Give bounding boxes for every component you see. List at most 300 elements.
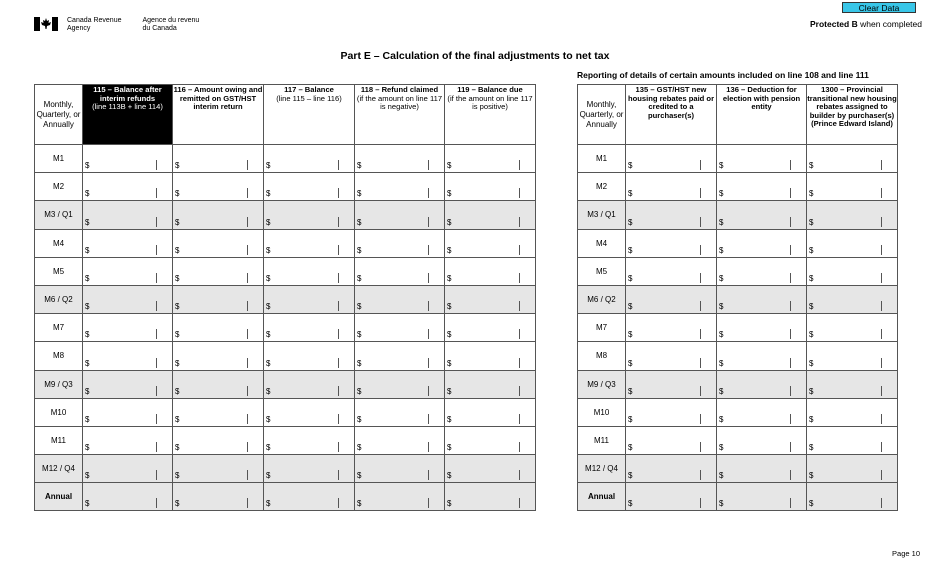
amount-field[interactable] xyxy=(717,173,807,201)
column-header xyxy=(173,85,264,145)
dollar-sign: $ xyxy=(266,189,271,199)
cents-divider xyxy=(790,386,791,396)
amount-field[interactable] xyxy=(173,173,264,201)
amount-field[interactable] xyxy=(807,483,898,511)
dollar-sign: $ xyxy=(447,358,452,368)
page-title: Part E – Calculation of the final adjustments to net tax xyxy=(340,50,610,62)
cents-divider xyxy=(428,217,429,227)
column-header xyxy=(626,85,717,145)
dollar-sign: $ xyxy=(447,245,452,255)
cents-divider xyxy=(156,386,157,396)
amount-field[interactable] xyxy=(445,314,536,342)
dollar-sign: $ xyxy=(447,330,452,340)
amount-field[interactable] xyxy=(717,201,807,229)
amount-field[interactable] xyxy=(83,483,173,511)
amount-field[interactable] xyxy=(807,285,898,313)
dollar-sign: $ xyxy=(357,443,362,453)
table-row xyxy=(35,426,536,454)
dollar-sign: $ xyxy=(266,245,271,255)
column-header-note: (if the amount on line 117 is negative) xyxy=(356,93,443,111)
cents-divider xyxy=(338,470,339,480)
dollar-sign: $ xyxy=(357,386,362,396)
cents-divider xyxy=(881,273,882,283)
amount-field[interactable] xyxy=(173,483,264,511)
cents-divider xyxy=(156,442,157,452)
amount-field[interactable] xyxy=(626,342,717,370)
table-row xyxy=(578,398,898,426)
amount-field[interactable] xyxy=(355,173,445,201)
amount-field[interactable] xyxy=(807,370,898,398)
canada-flag-icon xyxy=(34,17,58,31)
period-label: M5 xyxy=(35,257,83,285)
amount-field[interactable] xyxy=(264,314,355,342)
amount-field[interactable] xyxy=(264,426,355,454)
amount-field[interactable] xyxy=(807,145,898,173)
amount-field[interactable] xyxy=(626,257,717,285)
table-row xyxy=(35,370,536,398)
cents-divider xyxy=(881,442,882,452)
cents-divider xyxy=(428,273,429,283)
amount-field[interactable] xyxy=(717,342,807,370)
column-header-note: (line 115 – line 116) xyxy=(276,93,342,103)
dollar-sign: $ xyxy=(85,330,90,340)
cents-divider xyxy=(428,442,429,452)
cents-divider xyxy=(428,470,429,480)
cents-divider xyxy=(700,358,701,368)
dollar-sign: $ xyxy=(447,161,452,171)
amount-field[interactable] xyxy=(173,314,264,342)
amount-field[interactable] xyxy=(83,455,173,483)
table-row xyxy=(578,201,898,229)
dollar-sign: $ xyxy=(447,217,452,227)
amount-field[interactable] xyxy=(83,257,173,285)
amount-field[interactable] xyxy=(807,398,898,426)
dollar-sign: $ xyxy=(357,330,362,340)
amount-field[interactable] xyxy=(264,398,355,426)
dollar-sign: $ xyxy=(447,499,452,509)
dollar-sign: $ xyxy=(719,189,724,199)
dollar-sign: $ xyxy=(85,161,90,171)
table-row xyxy=(35,314,536,342)
table-row xyxy=(578,426,898,454)
amount-field[interactable] xyxy=(445,342,536,370)
row-header: Monthly, Quarterly, or Annually xyxy=(35,85,83,145)
dollar-sign: $ xyxy=(809,273,814,283)
cents-divider xyxy=(247,273,248,283)
amount-field[interactable] xyxy=(626,145,717,173)
table-row xyxy=(578,285,898,313)
dollar-sign: $ xyxy=(175,217,180,227)
column-header-note: (if the amount on line 117 is positive) xyxy=(447,93,533,111)
amount-field[interactable] xyxy=(355,145,445,173)
amount-field[interactable] xyxy=(445,370,536,398)
amount-field[interactable] xyxy=(83,370,173,398)
cents-divider xyxy=(156,160,157,170)
period-label: M2 xyxy=(35,173,83,201)
cents-divider xyxy=(428,358,429,368)
cents-divider xyxy=(338,414,339,424)
amount-field[interactable] xyxy=(717,285,807,313)
dollar-sign: $ xyxy=(85,245,90,255)
period-label: M11 xyxy=(35,426,83,454)
amount-field[interactable] xyxy=(355,229,445,257)
cents-divider xyxy=(156,188,157,198)
dollar-sign: $ xyxy=(628,499,633,509)
period-label: M3 / Q1 xyxy=(578,201,626,229)
period-label: M2 xyxy=(578,173,626,201)
dollar-sign: $ xyxy=(447,273,452,283)
column-header-title: 118 – Refund claimed xyxy=(360,85,439,94)
amount-field[interactable] xyxy=(445,483,536,511)
final-adjustments-table xyxy=(34,84,536,511)
dollar-sign: $ xyxy=(809,161,814,171)
column-header xyxy=(717,85,807,145)
dollar-sign: $ xyxy=(175,189,180,199)
protected-label xyxy=(810,19,922,29)
amount-field[interactable] xyxy=(264,483,355,511)
dollar-sign: $ xyxy=(85,302,90,312)
column-header xyxy=(264,85,355,145)
table-row xyxy=(578,314,898,342)
cents-divider xyxy=(700,188,701,198)
amount-field[interactable] xyxy=(717,426,807,454)
dollar-sign: $ xyxy=(357,273,362,283)
dollar-sign: $ xyxy=(357,471,362,481)
cents-divider xyxy=(428,301,429,311)
table-row xyxy=(578,483,898,511)
amount-field[interactable] xyxy=(445,257,536,285)
dollar-sign: $ xyxy=(85,358,90,368)
amount-field[interactable] xyxy=(717,455,807,483)
amount-field[interactable] xyxy=(626,201,717,229)
dollar-sign: $ xyxy=(266,471,271,481)
amount-field[interactable] xyxy=(355,426,445,454)
cents-divider xyxy=(700,160,701,170)
protected-bold: Protected B xyxy=(810,19,858,29)
amount-field[interactable] xyxy=(264,370,355,398)
column-header-title: 119 – Balance due xyxy=(457,85,523,94)
amount-field[interactable] xyxy=(807,455,898,483)
dollar-sign: $ xyxy=(175,499,180,509)
cents-divider xyxy=(519,329,520,339)
amount-field[interactable] xyxy=(445,426,536,454)
section-subtitle: Reporting of details of certain amounts included on line 108 and line 111 xyxy=(577,70,869,80)
dollar-sign: $ xyxy=(809,245,814,255)
amount-field[interactable] xyxy=(807,314,898,342)
table-row xyxy=(578,342,898,370)
amount-field[interactable] xyxy=(626,398,717,426)
table-row xyxy=(35,229,536,257)
cents-divider xyxy=(247,217,248,227)
dollar-sign: $ xyxy=(175,471,180,481)
amount-field[interactable] xyxy=(83,426,173,454)
amount-field[interactable] xyxy=(445,285,536,313)
cents-divider xyxy=(428,245,429,255)
cents-divider xyxy=(156,217,157,227)
dollar-sign: $ xyxy=(447,189,452,199)
table-row xyxy=(578,173,898,201)
cents-divider xyxy=(156,245,157,255)
protected-rest: when completed xyxy=(857,19,922,29)
cents-divider xyxy=(790,160,791,170)
amount-field[interactable] xyxy=(355,370,445,398)
period-label: M8 xyxy=(578,342,626,370)
dollar-sign: $ xyxy=(719,414,724,424)
amount-field[interactable] xyxy=(173,342,264,370)
amount-field[interactable] xyxy=(717,398,807,426)
amount-field[interactable] xyxy=(173,201,264,229)
cents-divider xyxy=(338,188,339,198)
table-row xyxy=(35,201,536,229)
cents-divider xyxy=(700,386,701,396)
period-label: Annual xyxy=(35,483,83,511)
dollar-sign: $ xyxy=(266,273,271,283)
amount-field[interactable] xyxy=(355,201,445,229)
amount-field[interactable] xyxy=(626,229,717,257)
amount-field[interactable] xyxy=(173,455,264,483)
amount-field[interactable] xyxy=(626,314,717,342)
dollar-sign: $ xyxy=(447,471,452,481)
amount-field[interactable] xyxy=(626,455,717,483)
dollar-sign: $ xyxy=(628,302,633,312)
dollar-sign: $ xyxy=(809,414,814,424)
cents-divider xyxy=(338,358,339,368)
period-label: M4 xyxy=(35,229,83,257)
agency-name-en: Canada Revenue Agency xyxy=(67,17,122,32)
amount-field[interactable] xyxy=(626,483,717,511)
amount-field[interactable] xyxy=(445,229,536,257)
amount-field[interactable] xyxy=(355,257,445,285)
table-row xyxy=(35,145,536,173)
amount-field[interactable] xyxy=(83,314,173,342)
cents-divider xyxy=(700,329,701,339)
cents-divider xyxy=(700,245,701,255)
table-row xyxy=(578,229,898,257)
cents-divider xyxy=(790,329,791,339)
period-label: M4 xyxy=(578,229,626,257)
amount-field[interactable] xyxy=(264,342,355,370)
dollar-sign: $ xyxy=(447,302,452,312)
dollar-sign: $ xyxy=(266,358,271,368)
amount-field[interactable] xyxy=(807,201,898,229)
table-row xyxy=(35,483,536,511)
amount-field[interactable] xyxy=(264,201,355,229)
period-label: M9 / Q3 xyxy=(35,370,83,398)
amount-field[interactable] xyxy=(264,285,355,313)
cents-divider xyxy=(519,442,520,452)
dollar-sign: $ xyxy=(628,245,633,255)
amount-field[interactable] xyxy=(445,201,536,229)
page-number: Page 10 xyxy=(892,549,920,558)
dollar-sign: $ xyxy=(175,443,180,453)
amount-field[interactable] xyxy=(445,173,536,201)
amount-field[interactable] xyxy=(355,285,445,313)
period-label: M3 / Q1 xyxy=(35,201,83,229)
amount-field[interactable] xyxy=(355,314,445,342)
cents-divider xyxy=(247,358,248,368)
column-header xyxy=(445,85,536,145)
period-label: M8 xyxy=(35,342,83,370)
amount-field[interactable] xyxy=(626,370,717,398)
cents-divider xyxy=(519,217,520,227)
column-header-title: 136 – Deduction for election with pension entity xyxy=(722,85,801,111)
amount-field[interactable] xyxy=(83,285,173,313)
amount-field[interactable] xyxy=(626,173,717,201)
cents-divider xyxy=(881,245,882,255)
column-header xyxy=(83,85,173,145)
cents-divider xyxy=(881,301,882,311)
cents-divider xyxy=(881,414,882,424)
amount-field[interactable] xyxy=(445,398,536,426)
amount-field[interactable] xyxy=(355,398,445,426)
cents-divider xyxy=(338,245,339,255)
amount-field[interactable] xyxy=(173,285,264,313)
certain-amounts-table xyxy=(577,84,898,511)
amount-field[interactable] xyxy=(807,173,898,201)
cents-divider xyxy=(247,245,248,255)
dollar-sign: $ xyxy=(719,302,724,312)
amount-field[interactable] xyxy=(173,145,264,173)
amount-field[interactable] xyxy=(626,426,717,454)
dollar-sign: $ xyxy=(85,273,90,283)
dollar-sign: $ xyxy=(628,471,633,481)
amount-field[interactable] xyxy=(264,257,355,285)
amount-field[interactable] xyxy=(807,229,898,257)
dollar-sign: $ xyxy=(175,245,180,255)
dollar-sign: $ xyxy=(809,471,814,481)
cents-divider xyxy=(428,414,429,424)
column-header-title: 135 – GST/HST new housing rebates paid or credited to a purchaser(s) xyxy=(627,85,715,120)
table-row xyxy=(578,370,898,398)
dollar-sign: $ xyxy=(85,499,90,509)
amount-field[interactable] xyxy=(173,257,264,285)
dollar-sign: $ xyxy=(719,161,724,171)
dollar-sign: $ xyxy=(357,358,362,368)
period-label: M7 xyxy=(578,314,626,342)
cents-divider xyxy=(881,329,882,339)
amount-field[interactable] xyxy=(264,455,355,483)
cents-divider xyxy=(156,329,157,339)
dollar-sign: $ xyxy=(809,330,814,340)
cents-divider xyxy=(790,470,791,480)
column-header-note: (line 113B + line 114) xyxy=(92,102,163,111)
dollar-sign: $ xyxy=(357,302,362,312)
amount-field[interactable] xyxy=(717,483,807,511)
amount-field[interactable] xyxy=(264,229,355,257)
cents-divider xyxy=(519,498,520,508)
column-header xyxy=(355,85,445,145)
cents-divider xyxy=(338,442,339,452)
amount-field[interactable] xyxy=(173,229,264,257)
dollar-sign: $ xyxy=(809,302,814,312)
amount-field[interactable] xyxy=(355,455,445,483)
table-row xyxy=(578,145,898,173)
cents-divider xyxy=(247,188,248,198)
column-header-title: 117 – Balance xyxy=(284,85,334,94)
cents-divider xyxy=(519,245,520,255)
dollar-sign: $ xyxy=(719,245,724,255)
period-label: M6 / Q2 xyxy=(578,285,626,313)
amount-field[interactable] xyxy=(83,229,173,257)
dollar-sign: $ xyxy=(266,302,271,312)
dollar-sign: $ xyxy=(628,189,633,199)
dollar-sign: $ xyxy=(809,386,814,396)
amount-field[interactable] xyxy=(264,173,355,201)
amount-field[interactable] xyxy=(173,426,264,454)
amount-field[interactable] xyxy=(355,342,445,370)
cents-divider xyxy=(428,386,429,396)
dollar-sign: $ xyxy=(266,161,271,171)
dollar-sign: $ xyxy=(809,443,814,453)
amount-field[interactable] xyxy=(173,370,264,398)
amount-field[interactable] xyxy=(807,342,898,370)
clear-data-button[interactable]: Clear Data xyxy=(842,2,916,13)
amount-field[interactable] xyxy=(173,398,264,426)
cents-divider xyxy=(247,329,248,339)
amount-field[interactable] xyxy=(717,229,807,257)
cents-divider xyxy=(881,470,882,480)
amount-field[interactable] xyxy=(717,370,807,398)
amount-field[interactable] xyxy=(83,173,173,201)
amount-field[interactable] xyxy=(355,483,445,511)
dollar-sign: $ xyxy=(719,273,724,283)
cents-divider xyxy=(247,301,248,311)
amount-field[interactable] xyxy=(83,145,173,173)
table-row xyxy=(35,342,536,370)
period-label: M12 / Q4 xyxy=(578,455,626,483)
cents-divider xyxy=(881,217,882,227)
table-row xyxy=(578,257,898,285)
cents-divider xyxy=(700,273,701,283)
period-label: M7 xyxy=(35,314,83,342)
dollar-sign: $ xyxy=(175,302,180,312)
dollar-sign: $ xyxy=(175,414,180,424)
dollar-sign: $ xyxy=(628,358,633,368)
amount-field[interactable] xyxy=(717,257,807,285)
cents-divider xyxy=(338,217,339,227)
amount-field[interactable] xyxy=(83,201,173,229)
cents-divider xyxy=(700,414,701,424)
dollar-sign: $ xyxy=(357,414,362,424)
amount-field[interactable] xyxy=(807,257,898,285)
period-label: Annual xyxy=(578,483,626,511)
cents-divider xyxy=(338,273,339,283)
cents-divider xyxy=(519,301,520,311)
dollar-sign: $ xyxy=(809,499,814,509)
column-header xyxy=(807,85,898,145)
cents-divider xyxy=(519,358,520,368)
amount-field[interactable] xyxy=(807,426,898,454)
column-header-title: 1300 – Provincial transitional new housing rebates assigned to builder by purchaser(s) (Prince Edward Island) xyxy=(807,85,897,128)
amount-field[interactable] xyxy=(626,285,717,313)
dollar-sign: $ xyxy=(357,161,362,171)
cents-divider xyxy=(428,498,429,508)
amount-field[interactable] xyxy=(445,455,536,483)
amount-field[interactable] xyxy=(445,145,536,173)
cents-divider xyxy=(428,329,429,339)
amount-field[interactable] xyxy=(717,145,807,173)
amount-field[interactable] xyxy=(83,398,173,426)
dollar-sign: $ xyxy=(809,189,814,199)
cents-divider xyxy=(790,245,791,255)
cents-divider xyxy=(338,160,339,170)
amount-field[interactable] xyxy=(717,314,807,342)
dollar-sign: $ xyxy=(447,386,452,396)
amount-field[interactable] xyxy=(83,342,173,370)
column-header-title: 116 – Amount owing and remitted on GST/HST interim return xyxy=(173,85,263,111)
dollar-sign: $ xyxy=(175,273,180,283)
amount-field[interactable] xyxy=(264,145,355,173)
